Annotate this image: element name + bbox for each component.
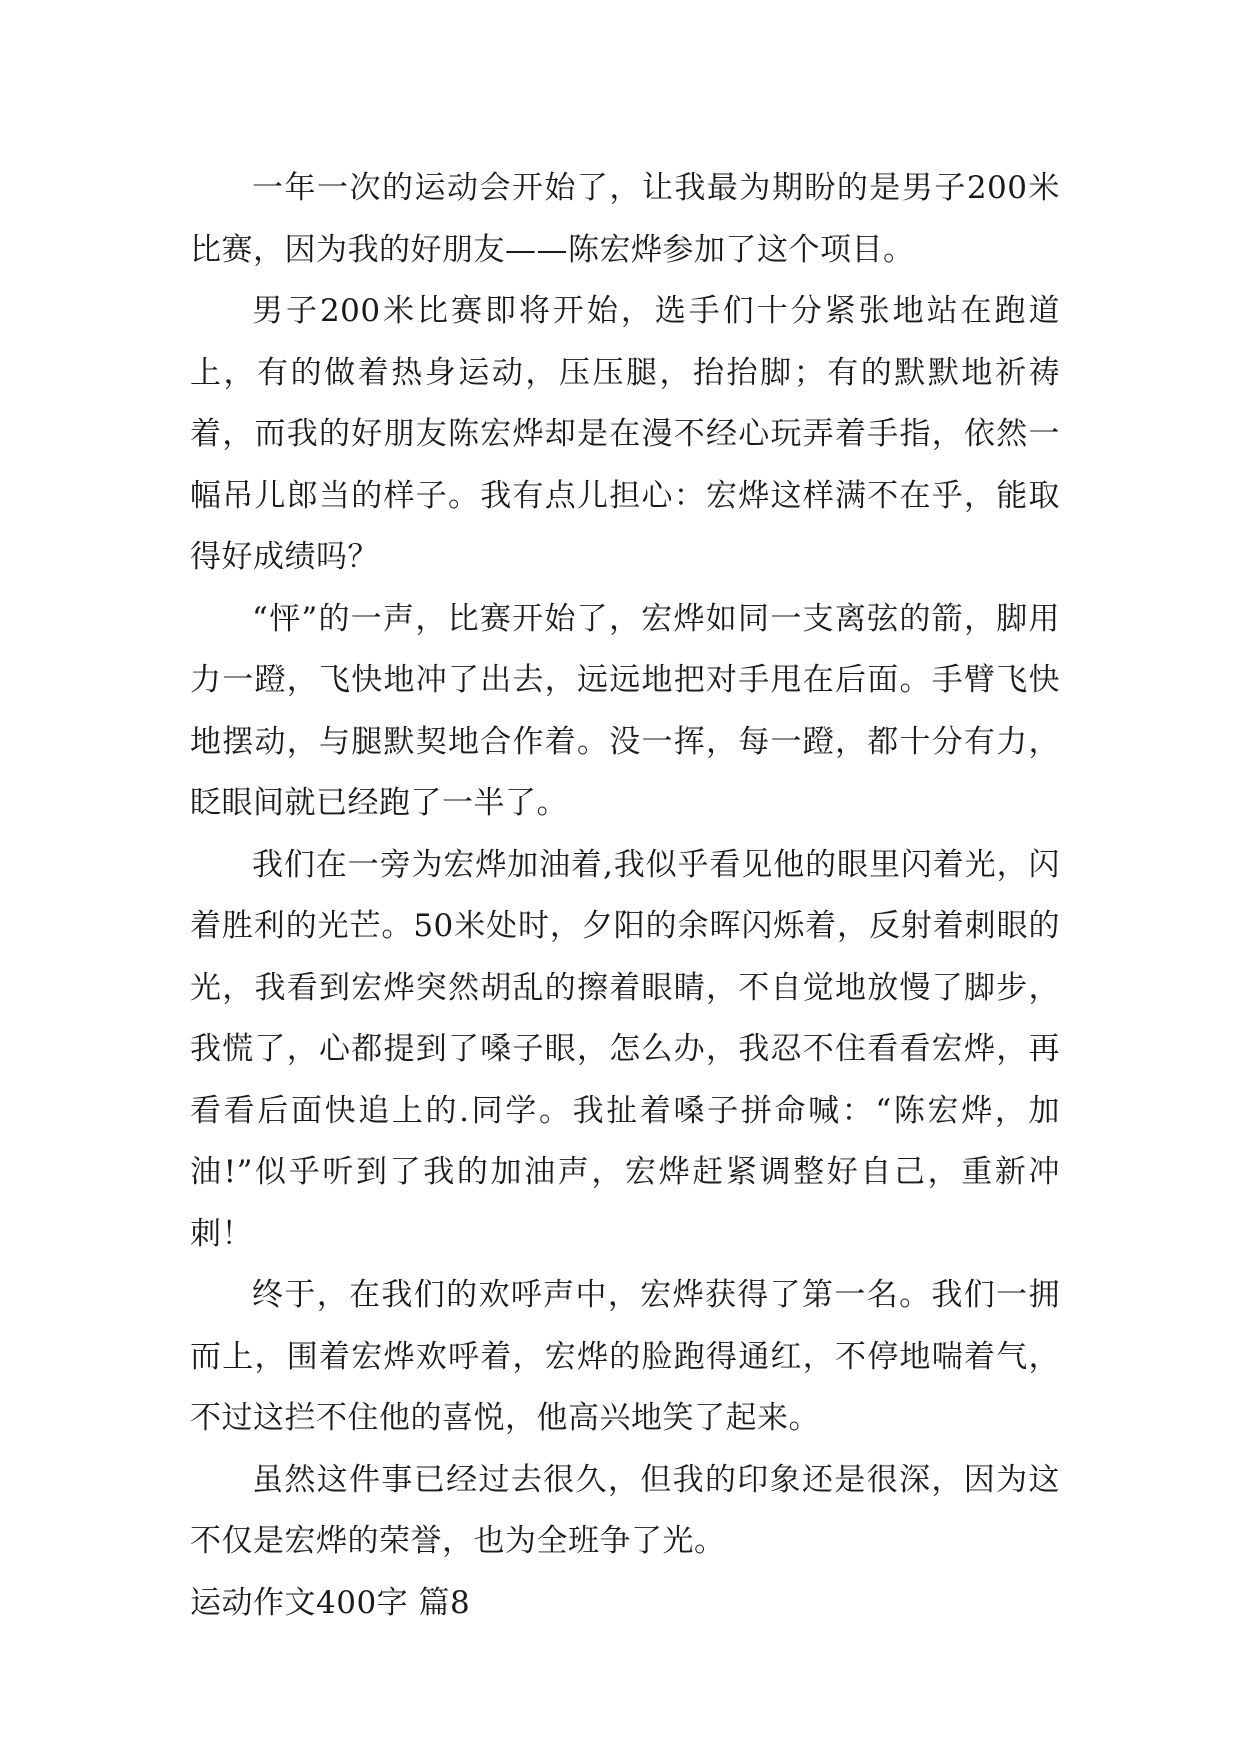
- paragraph-3: “怦”的一声，比赛开始了，宏烨如同一支离弦的箭，脚用力一蹬，飞快地冲了出去，远远地把对手甩在后面。手臂飞快地摆动，与腿默契地合作着。没一挥，每一蹬，都十分有力，眨眼间就已经跑了一半了。: [190, 600, 1060, 821]
- section-heading: 运动作文400字 篇8: [190, 1584, 471, 1621]
- paragraph-4: 我们在一旁为宏烨加油着,我似乎看见他的眼里闪着光，闪着胜利的光芒。50米处时，夕阳的余晖闪烁着，反射着刺眼的光，我看到宏烨突然胡乱的擦着眼睛，不自觉地放慢了脚步，我慌了，心都提到了嗓子眼，怎么办，我忍不住看看宏烨，再看看后面快追上的.同学。我扯着嗓子拼命喊：“陈宏烨，加油!”似乎听到了我的加油声，宏烨赶紧调整好自己，重新冲刺！: [190, 846, 1060, 1252]
- paragraph-1: 一年一次的运动会开始了，让我最为期盼的是男子200米比赛，因为我的好朋友——陈宏烨参加了这个项目。: [190, 170, 1060, 268]
- essay-body: [190, 158, 1060, 1634]
- paragraph-5: 终于，在我们的欢呼声中，宏烨获得了第一名。我们一拥而上，围着宏烨欢呼着，宏烨的脸跑得通红，不停地喘着气，不过这拦不住他的喜悦，他高兴地笑了起来。: [190, 1277, 1060, 1436]
- paragraph-6: 虽然这件事已经过去很久，但我的印象还是很深，因为这不仅是宏烨的荣誉，也为全班争了光。: [190, 1461, 1060, 1559]
- paragraph-2: 男子200米比赛即将开始，选手们十分紧张地站在跑道上，有的做着热身运动，压压腿，抬抬脚；有的默默地祈祷着，而我的好朋友陈宏烨却是在漫不经心玩弄着手指，依然一幅吊儿郎当的样子。我有点儿担心：宏烨这样满不在乎，能取得好成绩吗？: [190, 293, 1060, 575]
